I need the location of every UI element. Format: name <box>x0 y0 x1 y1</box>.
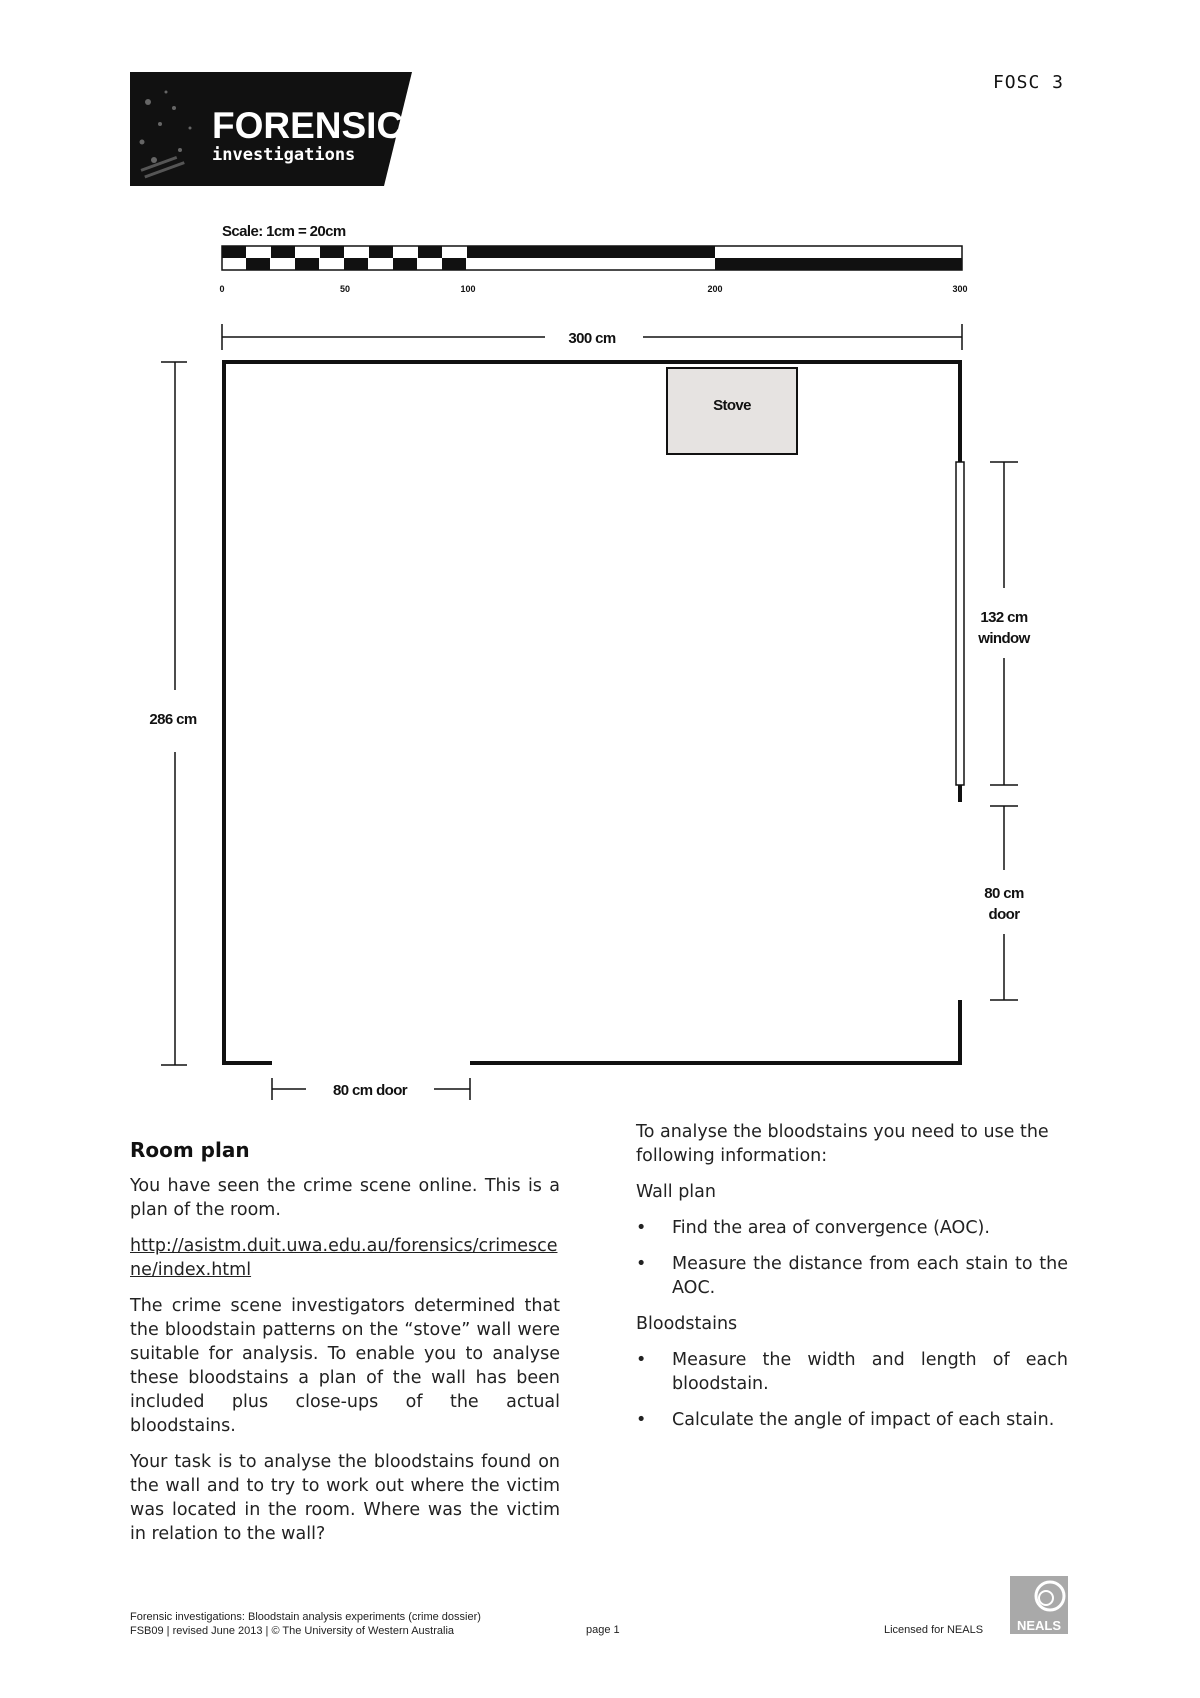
neals-logo-text: NEALS <box>1016 1618 1062 1633</box>
left-column <box>130 1130 560 1558</box>
scale-tick: 200 <box>707 284 723 294</box>
scale-tick: 300 <box>952 284 968 294</box>
room-walls <box>222 362 962 1065</box>
list-item-text: Find the area of convergence (AOC). <box>672 1218 990 1238</box>
wall-plan-heading: Wall plan <box>636 1182 716 1202</box>
bullet: • <box>636 1410 647 1430</box>
license-text: Licensed for NEALS <box>884 1624 984 1636</box>
list-item-text: Measure the width and length of each bloodstain. <box>672 1350 1068 1394</box>
task-paragraph: Your task is to analyse the bloodstains found on the wall and to try to work out where the victim was located in the room. Where was the victim in relation to the wall? <box>130 1452 560 1544</box>
bullet: • <box>636 1254 647 1274</box>
right-column <box>636 1120 1068 1444</box>
scale-tick: 50 <box>339 284 351 294</box>
bullet: • <box>636 1218 647 1238</box>
stove-label: Stove <box>713 397 751 414</box>
list-item <box>636 1216 1068 1240</box>
footer-line: FSB09 | revised June 2013 | © The University of Western Australia <box>130 1625 455 1637</box>
list-item-text: Measure the distance from each stain to the AOC. <box>672 1254 1068 1298</box>
investigators-paragraph: The crime scene investigators determined that the bloodstain patterns on the “stove” wall were suitable for analysis. To enable you to analyse these bloodstains a plan of the wall has been included plus close-ups of the actual bloodstains. <box>130 1296 560 1436</box>
side-door-label: 80 cm <box>984 885 1024 902</box>
window <box>956 462 964 785</box>
footer-line: Forensic investigations: Bloodstain analysis experiments (crime dossier) <box>130 1611 481 1623</box>
scale-tick: 100 <box>460 284 476 294</box>
scale-bar <box>222 246 962 270</box>
bottom-door-label: 80 cm door <box>332 1082 408 1099</box>
scale-label: Scale: 1cm = 20cm <box>222 223 346 240</box>
footer-citation <box>130 1610 481 1638</box>
logo-subtitle: investigations <box>212 145 356 165</box>
side-door-label: door <box>988 906 1020 923</box>
page-number: page 1 <box>586 1624 620 1636</box>
wall-plan-list <box>636 1216 1068 1300</box>
bullet: • <box>636 1350 647 1370</box>
width-label: 300 cm <box>568 330 616 347</box>
neals-logo <box>1010 1576 1068 1634</box>
height-label: 286 cm <box>149 711 197 728</box>
list-item-text: Calculate the angle of impact of each stain. <box>672 1410 1055 1430</box>
side-door-dimension <box>990 806 1018 1000</box>
crime-scene-link[interactable]: http://asistm.duit.uwa.edu.au/forensics/crimescene/index.html <box>130 1236 558 1280</box>
document-code: FOSC 3 <box>992 72 1064 93</box>
window-label: 132 cm <box>980 609 1028 626</box>
bloodstains-list <box>636 1348 1068 1432</box>
list-item <box>636 1408 1068 1432</box>
logo-title: FORENSIC <box>212 105 404 146</box>
window-label: window <box>978 630 1030 647</box>
list-item <box>636 1348 1068 1396</box>
list-item <box>636 1252 1068 1300</box>
intro-paragraph: You have seen the crime scene online. This is a plan of the room. <box>130 1176 560 1220</box>
info-intro: To analyse the bloodstains you need to use the following information: <box>636 1122 1049 1166</box>
bloodstains-heading: Bloodstains <box>636 1314 738 1334</box>
scale-tick: 0 <box>219 284 225 294</box>
section-heading: Room plan <box>130 1138 250 1162</box>
